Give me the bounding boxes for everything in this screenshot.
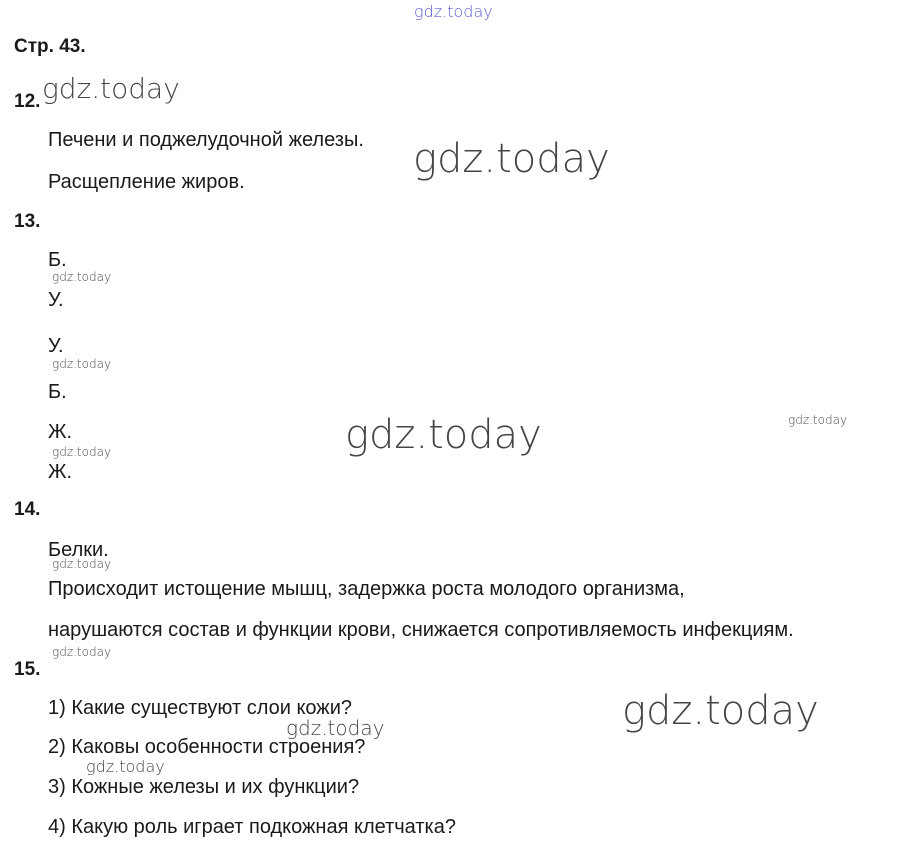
watermark: gdz.today (788, 413, 848, 427)
page-heading: Стр. 43. (14, 36, 86, 57)
answer-line: Ж. (48, 421, 73, 443)
answer-line: 4) Какую роль играет подкожная клетчатка? (48, 816, 456, 838)
answer-line: 3) Кожные железы и их функции? (48, 776, 360, 798)
watermark: gdz.today (86, 757, 165, 776)
answer-line: Б. (48, 381, 67, 403)
section-number: 12. (14, 91, 41, 112)
watermark: gdz.today (52, 557, 112, 571)
answer-line: Б. (48, 249, 67, 271)
watermark: gdz.today (52, 645, 112, 659)
watermark: gdz.today (52, 270, 112, 284)
answer-line: Белки. (48, 539, 109, 561)
section-number: 14. (14, 499, 41, 520)
watermark: gdz.today (622, 688, 819, 734)
watermark: gdz.today (413, 136, 610, 182)
answer-line: нарушаются состав и функции крови, снижается сопротивляемость инфекциям. (48, 619, 794, 641)
watermark: gdz.today (52, 357, 112, 371)
answer-line: Происходит истощение мышц, задержка роста молодого организма, (48, 578, 685, 600)
watermark: gdz.today (52, 445, 112, 459)
answer-line: 2) Каковы особенности строения? (48, 736, 366, 758)
answer-line: Печени и поджелудочной железы. (48, 129, 364, 151)
section-number: 15. (14, 659, 41, 680)
answer-line: У. (48, 335, 64, 357)
watermark: gdz.today (286, 716, 385, 740)
answer-line: Ж. (48, 461, 73, 483)
watermark: gdz.today (414, 2, 493, 21)
watermark: gdz.today (42, 72, 180, 105)
section-number: 13. (14, 211, 41, 232)
answer-line: 1) Какие существуют слои кожи? (48, 697, 352, 719)
watermark: gdz.today (345, 412, 542, 458)
answer-line: Расщепление жиров. (48, 171, 245, 193)
answer-line: У. (48, 289, 64, 311)
